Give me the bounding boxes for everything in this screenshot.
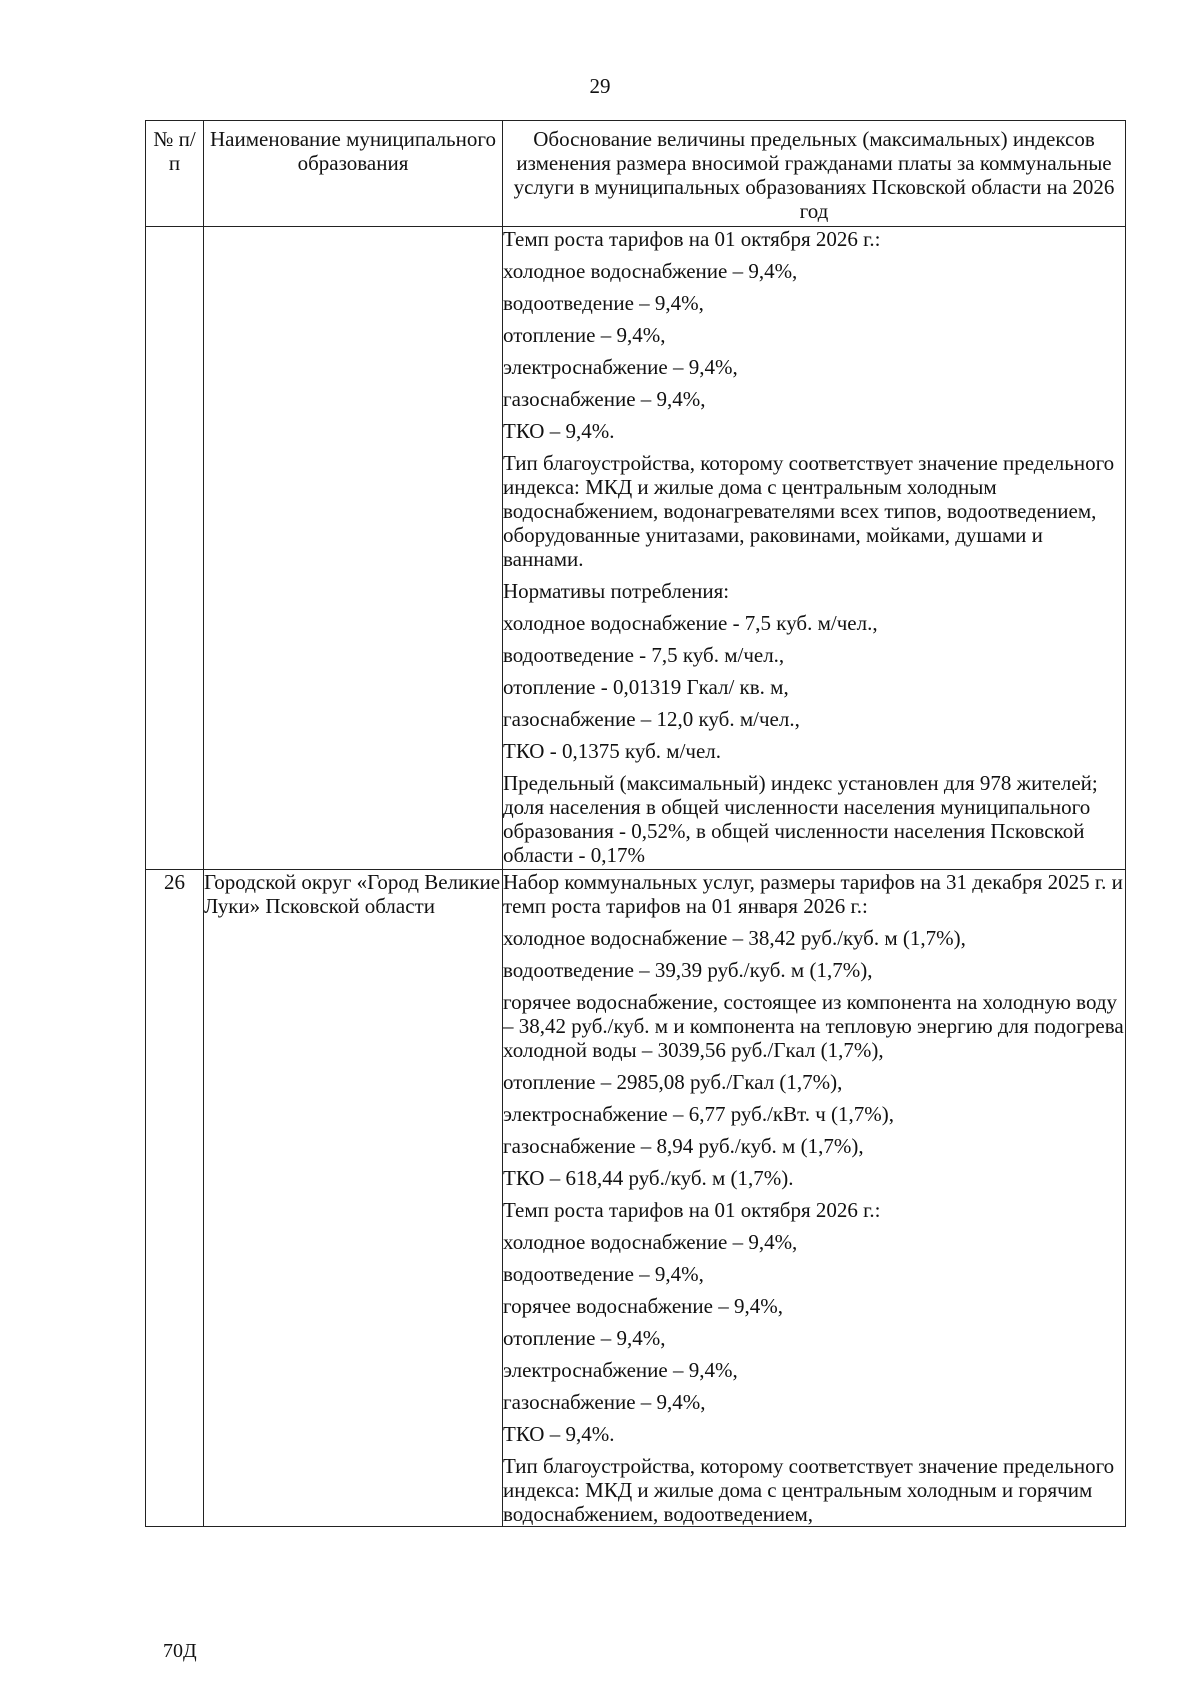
page-number: 29 bbox=[589, 74, 611, 98]
row-name bbox=[204, 227, 503, 870]
desc-line: водоотведение – 9,4%, bbox=[503, 291, 704, 315]
desc-line: водоотведение - 7,5 куб. м/чел., bbox=[503, 643, 785, 667]
desc-line: электроснабжение – 9,4%, bbox=[503, 355, 738, 379]
desc-line: холодное водоснабжение – 9,4%, bbox=[503, 1230, 798, 1254]
desc-line: Темп роста тарифов на 01 октября 2026 г.: bbox=[503, 227, 881, 251]
desc-line: ТКО – 618,44 руб./куб. м (1,7%). bbox=[503, 1166, 794, 1190]
desc-line: газоснабжение – 9,4%, bbox=[503, 1390, 706, 1414]
desc-line: ТКО – 9,4%. bbox=[503, 419, 615, 443]
desc-line: отопление - 0,01319 Гкал/ кв. м, bbox=[503, 675, 789, 699]
desc-line: газоснабжение – 9,4%, bbox=[503, 387, 706, 411]
desc-line: Темп роста тарифов на 01 октября 2026 г.: bbox=[503, 1198, 881, 1222]
header-desc: Обоснование величины предельных (максимальных) индексов изменения размера вносимой гражданами платы за коммунальные услуги в муниципальных образованиях Псковской области на 2026 год bbox=[503, 121, 1126, 227]
desc-line: газоснабжение – 8,94 руб./куб. м (1,7%), bbox=[503, 1134, 864, 1158]
row-description bbox=[503, 227, 1126, 870]
desc-line: холодное водоснабжение – 9,4%, bbox=[503, 259, 798, 283]
desc-line: электроснабжение – 9,4%, bbox=[503, 1358, 738, 1382]
desc-line: электроснабжение – 6,77 руб./кВт. ч (1,7%), bbox=[503, 1102, 895, 1126]
row-num: 26 bbox=[146, 870, 204, 1527]
desc-line: ТКО – 9,4%. bbox=[503, 1422, 615, 1446]
desc-line: газоснабжение – 12,0 куб. м/чел., bbox=[503, 707, 800, 731]
table-header-row bbox=[146, 121, 1126, 227]
tariff-table bbox=[145, 120, 1126, 1527]
desc-paragraph: Набор коммунальных услуг, размеры тарифов на 31 декабря 2025 г. и темп роста тарифов на 01 января 2026 г.: bbox=[503, 870, 1123, 918]
desc-paragraph: Тип благоустройства, которому соответствует значение предельного индекса: МКД и жилые дома с центральным холодным водоснабжением, водонагревателями всех типов, водоотведением, оборудованные унитазами, раковинами, мойками, душами и ваннами. bbox=[503, 451, 1115, 571]
desc-paragraph: Предельный (максимальный) индекс установлен для 978 жителей; доля населения в общей численности населения муниципального образования - 0,52%, в общей численности населения Псковской области - 0,17% bbox=[503, 771, 1098, 867]
desc-line: холодное водоснабжение - 7,5 куб. м/чел., bbox=[503, 611, 878, 635]
desc-line: водоотведение – 9,4%, bbox=[503, 1262, 704, 1286]
desc-line: отопление – 9,4%, bbox=[503, 323, 666, 347]
desc-line: Нормативы потребления: bbox=[503, 579, 730, 603]
desc-paragraph: горячее водоснабжение, состоящее из компонента на холодную воду – 38,42 руб./куб. м и компонента на тепловую энергию для подогрева холодной воды – 3039,56 руб./Гкал (1,7%), bbox=[503, 990, 1124, 1062]
desc-line: ТКО - 0,1375 куб. м/чел. bbox=[503, 739, 722, 763]
desc-line: холодное водоснабжение – 38,42 руб./куб. м (1,7%), bbox=[503, 926, 966, 950]
desc-line: водоотведение – 39,39 руб./куб. м (1,7%), bbox=[503, 958, 873, 982]
desc-line: отопление – 2985,08 руб./Гкал (1,7%), bbox=[503, 1070, 843, 1094]
table-row bbox=[146, 227, 1126, 870]
row-name: Городской округ «Город Великие Луки» Псковской области bbox=[204, 870, 503, 1527]
header-num: № п/п bbox=[146, 121, 204, 227]
desc-paragraph: Тип благоустройства, которому соответствует значение предельного индекса: МКД и жилые дома с центральным холодным и горячим водоснабжением, водоотведением, bbox=[503, 1454, 1115, 1526]
footer-code: 70Д bbox=[163, 1640, 197, 1662]
table-row bbox=[146, 870, 1126, 1527]
row-description bbox=[503, 870, 1126, 1527]
desc-line: горячее водоснабжение – 9,4%, bbox=[503, 1294, 783, 1318]
header-name: Наименование муниципального образования bbox=[204, 121, 503, 227]
row-num bbox=[146, 227, 204, 870]
desc-line: отопление – 9,4%, bbox=[503, 1326, 666, 1350]
